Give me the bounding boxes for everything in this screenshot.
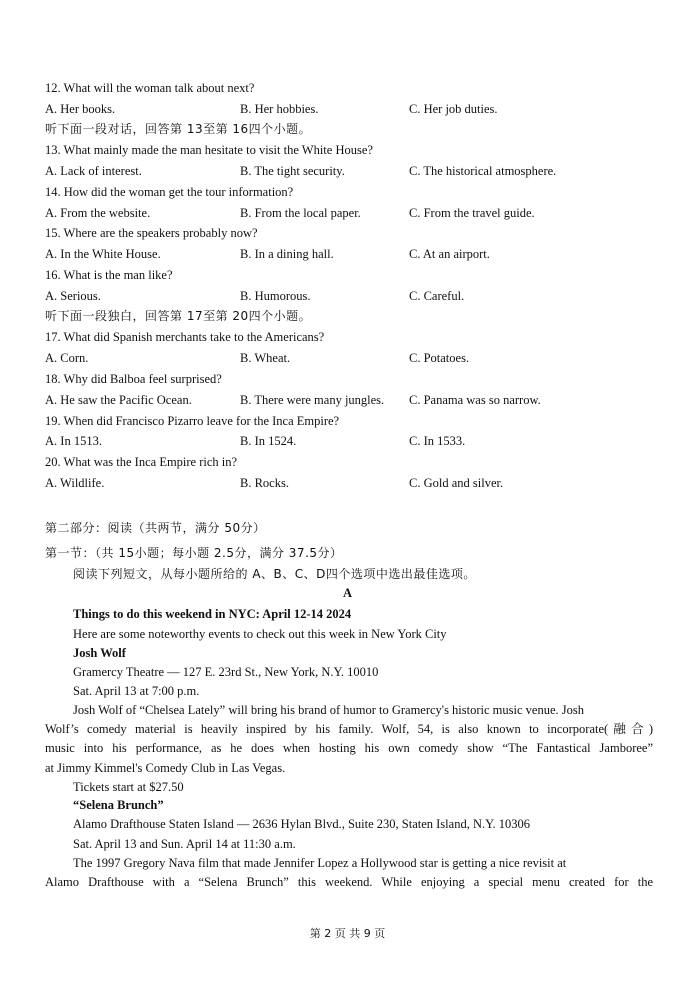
event-selena-brunch-venue: Alamo Drafthouse Staten Island — 2636 Hylan Blvd., Suite 230, Staten Island, N.Y. 10306 xyxy=(73,817,531,831)
q15-option-b: B. In a dining hall. xyxy=(240,247,334,261)
question-17: 17. What did Spanish merchants take to the Americans? xyxy=(45,330,325,344)
event-josh-wolf-desc-1: Josh Wolf of “Chelsea Lately” will bring his brand of humor to Gramercy's historic music venue. Josh xyxy=(73,703,584,717)
q19-option-c: C. In 1533. xyxy=(409,434,466,448)
event-josh-wolf-tickets: Tickets start at $27.50 xyxy=(73,780,184,794)
event-selena-brunch-title: “Selena Brunch” xyxy=(73,798,164,812)
event-selena-brunch-desc-1: The 1997 Gregory Nava film that made Jennifer Lopez a Hollywood star is getting a nice revisit at xyxy=(73,856,567,870)
q18-option-c: C. Panama was so narrow. xyxy=(409,393,541,407)
q17-option-a: A. Corn. xyxy=(45,351,89,365)
page-footer: 第 2 页 共 9 页 xyxy=(309,927,386,940)
event-josh-wolf-title: Josh Wolf xyxy=(73,646,126,660)
q12-option-b: B. Her hobbies. xyxy=(240,102,319,116)
event-josh-wolf-desc-2: Wolf’s comedy material is heavily inspired by his family. Wolf, 54, is also known to incorporate(融合) xyxy=(45,722,653,736)
q15-option-c: C. At an airport. xyxy=(409,247,490,261)
q13-option-c: C. The historical atmosphere. xyxy=(409,164,557,178)
q14-option-b: B. From the local paper. xyxy=(240,206,361,220)
q18-option-b: B. There were many jungles. xyxy=(240,393,385,407)
event-selena-brunch-time: Sat. April 13 and Sun. April 14 at 11:30 a.m. xyxy=(73,837,296,851)
q16-option-b: B. Humorous. xyxy=(240,289,311,303)
instruction-dialogue: 听下面一段对话，回答第 13至第 16四个小题。 xyxy=(45,122,312,136)
q17-option-c: C. Potatoes. xyxy=(409,351,470,365)
q15-option-a: A. In the White House. xyxy=(45,247,161,261)
question-18: 18. Why did Balboa feel surprised? xyxy=(45,372,222,386)
passage-letter: A xyxy=(342,586,353,600)
passage-intro: Here are some noteworthy events to check out this week in New York City xyxy=(73,627,447,641)
instruction-monologue: 听下面一段独白，回答第 17至第 20四个小题。 xyxy=(45,309,312,323)
event-josh-wolf-venue: Gramercy Theatre — 127 E. 23rd St., New York, N.Y. 10010 xyxy=(73,665,379,679)
section-one-title: 第一节：（共 15小题；每小题 2.5分，满分 37.5分） xyxy=(45,546,343,560)
q16-option-c: C. Careful. xyxy=(409,289,465,303)
q18-option-a: A. He saw the Pacific Ocean. xyxy=(45,393,192,407)
question-14: 14. How did the woman get the tour information? xyxy=(45,185,294,199)
q14-option-c: C. From the travel guide. xyxy=(409,206,535,220)
q13-option-b: B. The tight security. xyxy=(240,164,345,178)
event-selena-brunch-desc-2: Alamo Drafthouse with a “Selena Brunch” this weekend. While enjoying a special menu created for the xyxy=(45,875,653,889)
q19-option-a: A. In 1513. xyxy=(45,434,102,448)
question-20: 20. What was the Inca Empire rich in? xyxy=(45,455,238,469)
q12-option-c: C. Her job duties. xyxy=(409,102,498,116)
event-josh-wolf-time: Sat. April 13 at 7:00 p.m. xyxy=(73,684,200,698)
passage-headline: Things to do this weekend in NYC: April 12-14 2024 xyxy=(73,607,352,621)
q14-option-a: A. From the website. xyxy=(45,206,151,220)
part-two-title: 第二部分：阅读（共两节，满分 50分） xyxy=(45,521,266,535)
event-josh-wolf-desc-4: at Jimmy Kimmel's Comedy Club in Las Vegas. xyxy=(45,761,286,775)
question-13: 13. What mainly made the man hesitate to visit the White House? xyxy=(45,143,373,157)
q20-option-c: C. Gold and silver. xyxy=(409,476,504,490)
q17-option-b: B. Wheat. xyxy=(240,351,291,365)
question-16: 16. What is the man like? xyxy=(45,268,173,282)
question-19: 19. When did Francisco Pizarro leave for the Inca Empire? xyxy=(45,414,340,428)
q20-option-b: B. Rocks. xyxy=(240,476,289,490)
q13-option-a: A. Lack of interest. xyxy=(45,164,142,178)
q19-option-b: B. In 1524. xyxy=(240,434,297,448)
q16-option-a: A. Serious. xyxy=(45,289,101,303)
q12-option-a: A. Her books. xyxy=(45,102,116,116)
reading-instruction: 阅读下列短文，从每小题所给的 A、B、C、D四个选项中选出最佳选项。 xyxy=(73,567,476,581)
question-12: 12. What will the woman talk about next? xyxy=(45,81,255,95)
question-15: 15. Where are the speakers probably now? xyxy=(45,226,258,240)
q20-option-a: A. Wildlife. xyxy=(45,476,105,490)
event-josh-wolf-desc-3: music into his performance, as he does when hosting his own comedy show “The Fantastical Jamboree” xyxy=(45,741,653,755)
